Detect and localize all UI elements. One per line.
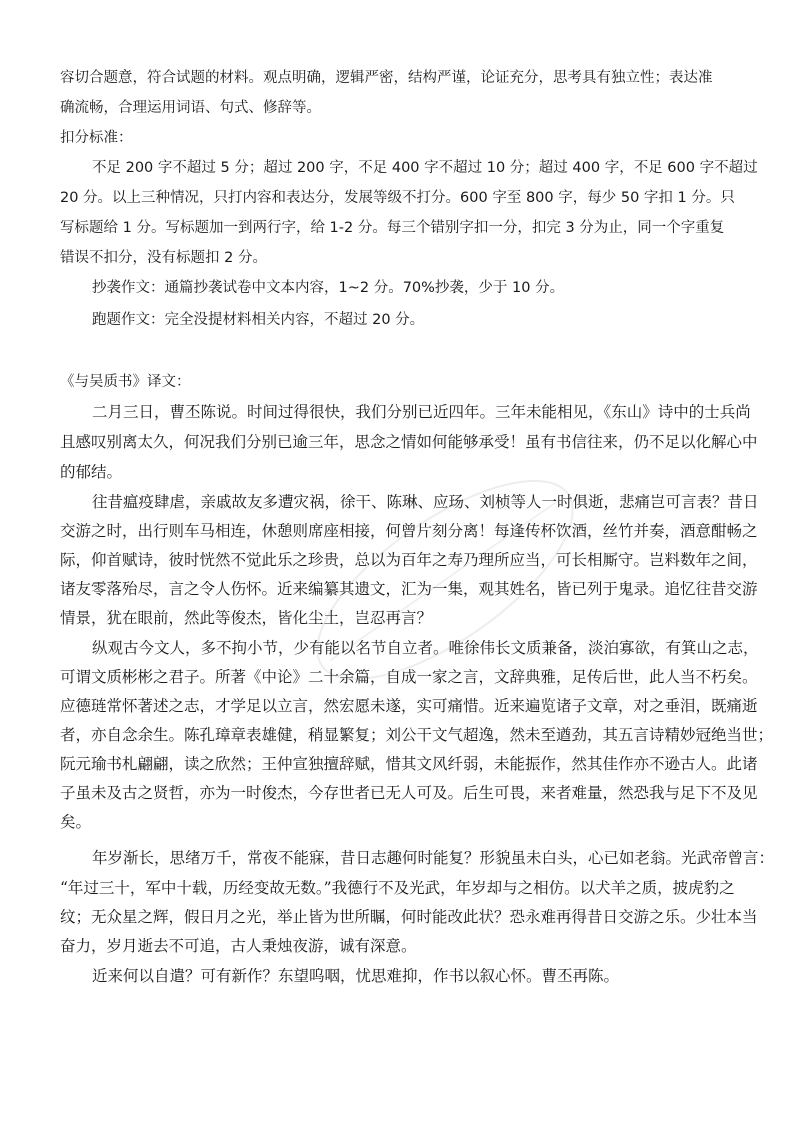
translation-line: 情景，犹在眼前，然此等俊杰，皆化尘土，岂忍再言？	[60, 609, 433, 627]
translation-title: 《与吴质书》译文：	[60, 374, 191, 390]
translation-line: “年过三十，军中十载，历经变故无数。”我德行不及光武，年岁却与之相仿。以犬羊之质，披虎豹之	[60, 879, 735, 897]
deduction-rule-line: 不足 200 字不超过 5 分；超过 200 字，不足 400 字不超过 10 分；超过 400 字，不足 600 字不超过	[92, 160, 758, 176]
deduction-rule-line: 错误不扣分，没有标题扣 2 分。	[60, 250, 267, 266]
translation-line: 年岁渐长，思绪万千，常夜不能寐，昔日志趣何时能复？形貌虽未白头，心已如老翁。光武帝曾言：	[92, 849, 775, 867]
translation-line: 往昔瘟疫肆虐，亲戚故友多遭灾祸，徐干、陈琳、应玚、刘桢等人一时俱逝，悲痛岂可言表？昔日	[92, 493, 759, 511]
translation-line: 矣。	[60, 813, 92, 831]
translation-line: 可谓文质彬彬之君子。所著《中论》二十余篇，自成一家之言，文辞典雅，足传后世，此人当不朽矣。	[60, 668, 758, 686]
criteria-text-line: 确流畅，合理运用词语、句式、修辞等。	[60, 100, 321, 116]
translation-line: 应德琏常怀著述之志，才学足以立言，然宏愿未遂，实可痛惜。近来遍览诸子文章，对之垂泪，既痛逝	[60, 697, 758, 715]
translation-line: 纵观古今文人，多不拘小节，少有能以名节自立者。唯徐伟长文质兼备，淡泊寡欲，有箕山之志，	[92, 639, 759, 657]
criteria-text-line: 容切合题意，符合试题的材料。观点明确，逻辑严密，结构严谨，论证充分，思考具有独立性；表达准	[60, 70, 713, 86]
translation-line: 且感叹别离太久，何况我们分别已逾三年，思念之情如何能够承受！虽有书信往来，仍不足以化解心中	[60, 433, 758, 451]
translation-line: 者，亦自念余生。陈孔璋章表雄健，稍显繁复；刘公干文气超逸，然未至遒劲，其五言诗精妙冠绝当世；	[60, 726, 774, 744]
translation-line: 阮元瑜书札翩翩，读之欣然；王仲宣独擅辞赋，惜其文风纤弱，未能振作，然其佳作亦不逊古人。此诸	[60, 755, 758, 773]
translation-line: 际，仰首赋诗，彼时恍然不觉此乐之珍贵，总以为百年之寿乃理所应当，可长相厮守。岂料数年之间，	[60, 551, 758, 569]
deduction-rule-line: 20 分。以上三种情况，只打内容和表达分，发展等级不打分。600 字至 800 字，每少 50 字扣 1 分。只	[60, 190, 735, 206]
translation-line: 的郁结。	[60, 463, 123, 481]
deduction-heading: 扣分标准：	[60, 130, 133, 146]
translation-line: 诸友零落殆尽，言之令人伤怀。近来编纂其遗文，汇为一集，观其姓名，皆已列于鬼录。追忆往昔交游	[60, 580, 758, 598]
translation-line: 子虽未及古之贤哲，亦为一时俊杰，今存世者已无人可及。后生可畏，来者难量，然恐我与足下不及见	[60, 784, 758, 802]
translation-line: 二月三日，曹丕陈说。时间过得很快，我们分别已近四年。三年未能相见，《东山》诗中的士兵尚	[92, 403, 751, 421]
deduction-rule-line: 写标题给 1 分。写标题加一到两行字，给 1-2 分。每三个错别字扣一分，扣完 3 分为止，同一个字重复	[60, 220, 725, 236]
translation-line: 奋力，岁月逝去不可追，古人秉烛夜游，诚有深意。	[60, 937, 417, 955]
translation-line: 近来何以自遣？可有新作？东望呜咽，忧思难抑，作书以叙心怀。曹丕再陈。	[92, 967, 620, 985]
plagiarism-rule: 抄袭作文：通篇抄袭试卷中文本内容，1~2 分。70%抄袭，少于 10 分。	[92, 280, 565, 296]
translation-line: 交游之时，出行则车马相连，休憩则席座相接，何曾片刻分离！每逢传杯饮酒，丝竹并奏，酒意酣畅之	[60, 522, 758, 540]
translation-line: 纹；无众星之辉，假日月之光，举止皆为世所瞩，何时能改此状？恐永难再得昔日交游之乐。少壮本当	[60, 908, 758, 926]
off-topic-rule: 跑题作文：完全没提材料相关内容，不超过 20 分。	[92, 312, 425, 328]
